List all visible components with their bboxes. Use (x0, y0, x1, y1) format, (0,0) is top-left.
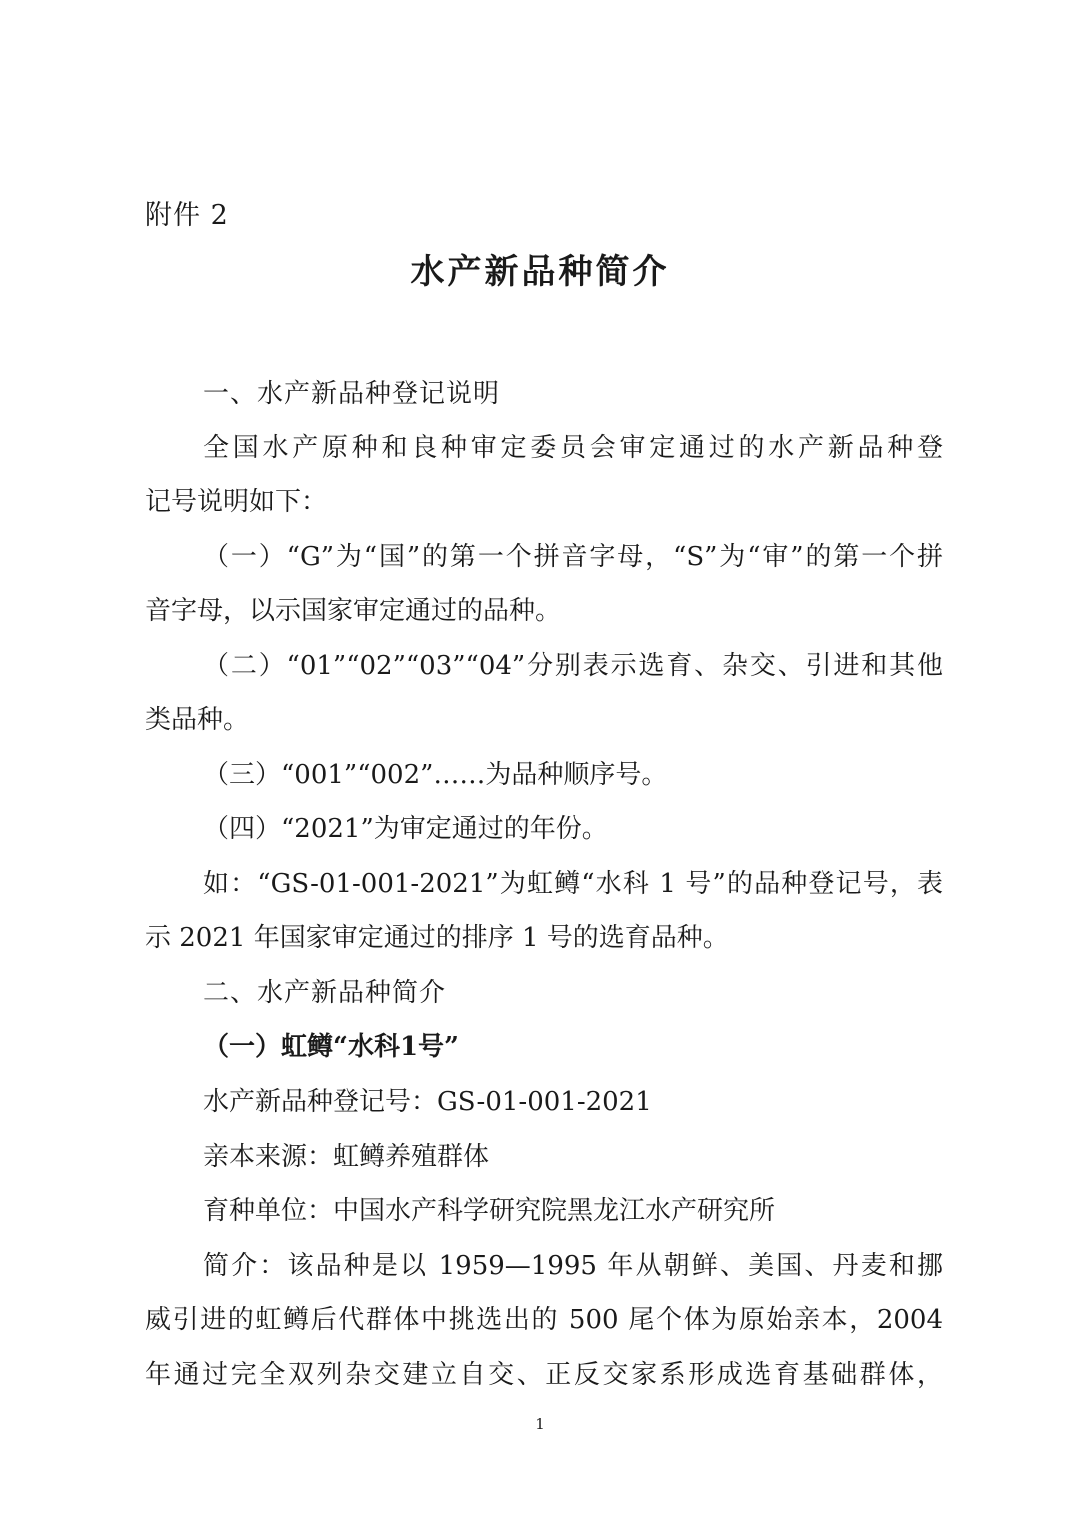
intro-line-2: 记号说明如下： (145, 487, 328, 517)
page-title: 水产新品种简介 (410, 252, 670, 292)
section2-heading: 二、水产新品种简介 (203, 978, 447, 1008)
item1-line-2: 音字母，以示国家审定通过的品种。 (145, 596, 562, 626)
example-line-2: 示 2021 年国家审定通过的排序 1 号的选育品种。 (145, 923, 729, 953)
section1-heading: 一、水产新品种登记说明 (203, 379, 501, 409)
item2-line-2: 类品种。 (145, 705, 250, 735)
parent-source-line: 亲本来源：虹鳟养殖群体 (203, 1142, 490, 1172)
item2-line-1: （二）“01”“02”“03”“04”分别表示选育、杂交、引进和其他 (203, 651, 943, 681)
item1-line-1: （一）“G”为“国”的第一个拼音字母，“S”为“审”的第一个拼 (203, 542, 943, 572)
intro-line-1: 全国水产原种和良种审定委员会审定通过的水产新品种登 (203, 433, 943, 463)
registration-line: 水产新品种登记号：GS-01-001-2021 (203, 1087, 652, 1117)
variety-subheading: （一）虹鳟“水科1号” (203, 1032, 460, 1062)
item4-line: （四）“2021”为审定通过的年份。 (203, 814, 608, 844)
summary-line-2: 威引进的虹鳟后代群体中挑选出的 500 尾个体为原始亲本，2004 (145, 1305, 943, 1335)
summary-line-1: 简介：该品种是以 1959—1995 年从朝鲜、美国、丹麦和挪 (203, 1251, 943, 1281)
summary-line-3: 年通过完全双列杂交建立自交、正反交家系形成选育基础群体， (145, 1360, 943, 1390)
item3-line: （三）“001”“002”……为品种顺序号。 (203, 760, 668, 790)
breeding-unit-line: 育种单位：中国水产科学研究院黑龙江水产研究所 (203, 1196, 776, 1226)
page-number: 1 (535, 1415, 545, 1433)
attachment-label: 附件 2 (145, 200, 229, 231)
example-line-1: 如：“GS-01-001-2021”为虹鳟“水科 1 号”的品种登记号，表 (203, 869, 943, 899)
